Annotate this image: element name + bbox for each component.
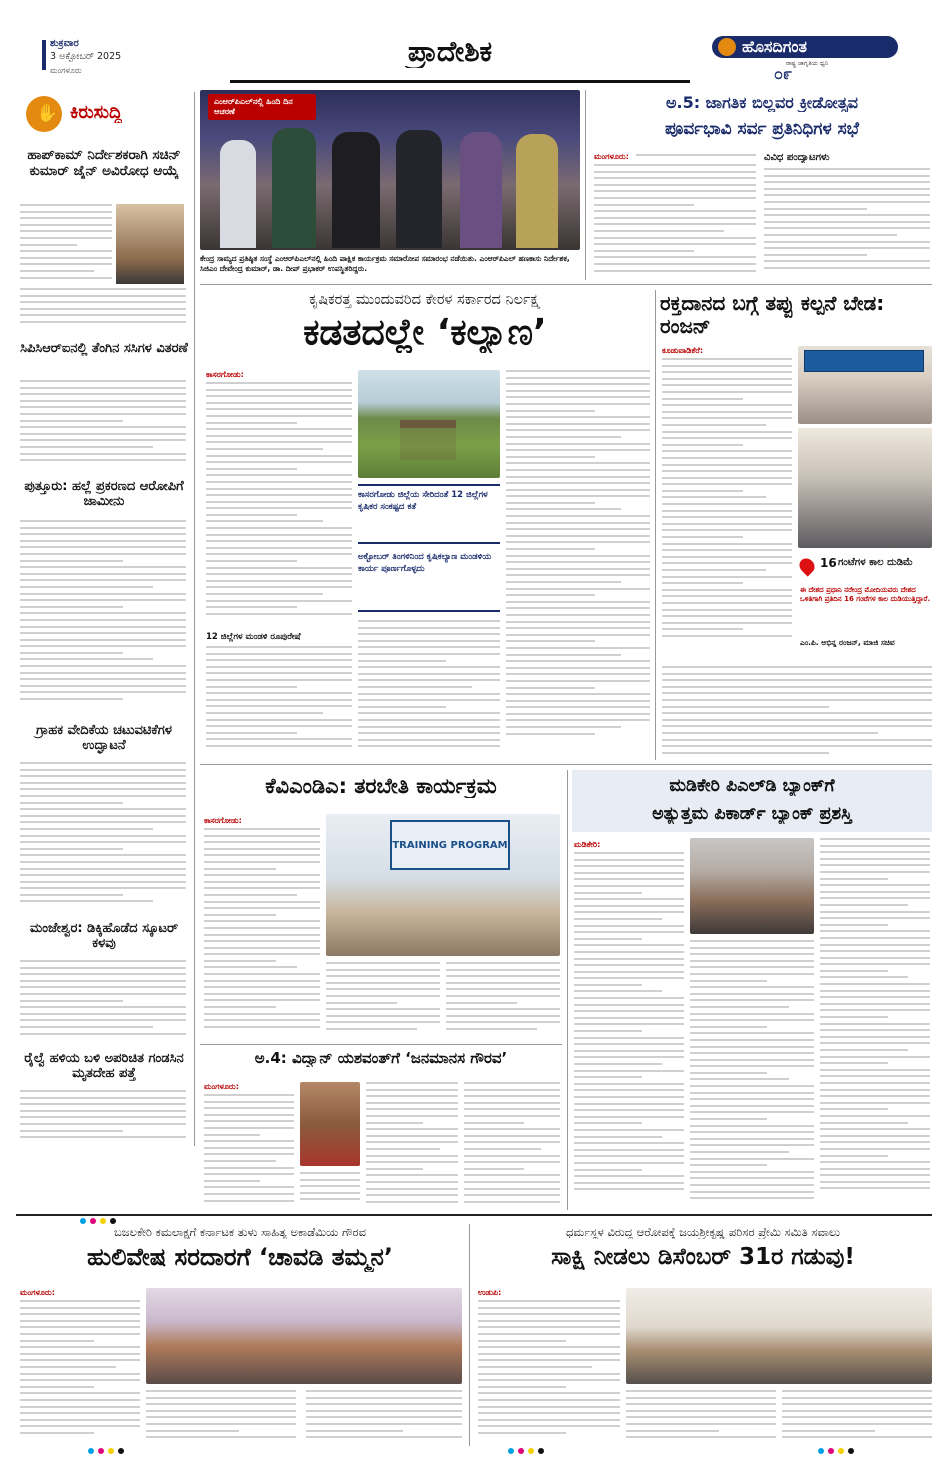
mrpl-caption: ಕೇಂದ್ರ ಸಾಮ್ಯದ ಪ್ರತಿಷ್ಠಿತ ಸಂಸ್ಥೆ ಎಂಆರ್‌ಪಿಎಲ್‌ನಲ್ಲಿ ಹಿಂದಿ ಪಾಕ್ಷಿಕ ಕಾರ್ಯಕ್ರಮ ಸಮಾರೋಪ ಸಮಾರಂಭ ನಡೆಯಿತು. ಎಂಆರ್‌ಪಿಎಲ್ ಹಣಕಾಸು ನಿರ್ದೇಶಕ, ಸಿಜಿಎಂ ದೇವೇಂದ್ರ ಕುಮಾರ್, ಡಾ. ದೀಪ್ ಪ್ರಭಾಕರ್ ಉಪಸ್ಥಿತರಿದ್ದರು.	[200, 254, 570, 273]
dharmasthala-body-2	[626, 1390, 776, 1446]
mrpl-tag	[208, 94, 316, 120]
person-1	[220, 140, 256, 248]
pld-article	[572, 770, 932, 1210]
section-title: ಪ್ರಾದೇಶಿಕ	[407, 36, 493, 68]
mrpl-people	[220, 120, 560, 248]
masthead-city: ಮಂಗಳೂರು	[50, 66, 82, 75]
brand-logo	[712, 32, 898, 82]
pld-dateline: ಮಡಿಕೇರಿ:	[574, 840, 601, 849]
kerala-subhead: 12 ಜಿಲ್ಲೆಗಳ ಮಂಡಳಿ ರೂಪುರೇಷೆ	[206, 632, 301, 642]
brief-body-6	[20, 1090, 186, 1144]
center-rule-low	[567, 770, 568, 1210]
blood-drop-icon	[798, 556, 818, 577]
kerala-dateline: ಕಾಸರಗೋಡು:	[206, 370, 244, 379]
hulivesha-photo	[146, 1288, 462, 1384]
kerala-quote-2	[358, 550, 500, 612]
vidwan-portrait	[300, 1082, 360, 1166]
kvmdia-article	[200, 770, 562, 1042]
kvmdia-body-2	[326, 962, 440, 1040]
brief-body-2	[20, 380, 186, 468]
vidwan-article	[200, 1044, 562, 1212]
brief-title-4: ಗ್ರಾಹಕ ವೇದಿಕೆಯ ಚಟುವಟಿಕೆಗಳ ಉದ್ಘಾಟನೆ	[36, 724, 172, 753]
blood-photo-2	[798, 428, 932, 548]
blood-body-2	[662, 666, 932, 758]
vidwan-body-1	[204, 1094, 294, 1210]
bottom-band-rule	[16, 1214, 932, 1216]
kvmdia-body-3	[446, 962, 560, 1040]
hulivesha-body-1	[20, 1300, 140, 1446]
pld-body-1	[574, 852, 684, 1208]
kerala-body-col1b	[206, 646, 352, 758]
top-band-rule	[200, 284, 932, 285]
blood-article	[660, 290, 932, 760]
kvmdia-banner-text: TRAINING PROGRAM	[392, 840, 508, 851]
pld-headline-2: ಅತ್ಯುತ್ತಮ ಪಿಕಾರ್ಡ್ ಬ್ಯಾಂಕ್ ಪ್ರಶಸ್ತಿ	[652, 804, 852, 824]
brand-tagline: ರಾಷ್ಟ್ರ ಜಾಗೃತಿಯ ಧ್ವನಿ	[786, 60, 829, 67]
kerala-body-col1	[206, 382, 352, 628]
brief-title-1: ಹಾಪ್‌ಕಾಮ್ ನಿರ್ದೇಶಕರಾಗಿ ಸಚಿನ್ ಕುಮಾರ್ ಜೈನ್ ಅವಿರೋಧ ಆಯ್ಕೆ	[27, 148, 181, 179]
center-rule-top	[585, 90, 586, 280]
billavar-title-2: ಪೂರ್ವಭಾವಿ ಸರ್ವ ಪ್ರತಿನಿಧಿಗಳ ಸಭೆ	[665, 120, 859, 139]
kirusuddi-column	[16, 92, 190, 1146]
mrpl-tag-text: ಎಂಆರ್‌ಪಿಎಲ್‌ನಲ್ಲಿ ಹಿಂದಿ ದಿನ ಆಚರಣೆ	[214, 97, 293, 116]
masthead-date: 3 ಅಕ್ಟೋಬರ್ 2025	[50, 51, 122, 62]
page-number: ೦೯	[774, 64, 792, 82]
billavar-subhead: ವಿವಿಧ ಪಂದ್ಯಾಟಗಳು	[764, 152, 830, 163]
dharmasthala-body-3	[782, 1390, 932, 1446]
billavar-article	[592, 92, 932, 282]
person-3	[332, 132, 380, 248]
hulivesha-kicker: ಬಜಲಕೇರಿ ಕಮಲಾಕ್ಷಗೆ ಕರ್ನಾಟಕ ತುಳು ಸಾಹಿತ್ಯ ಅಕಾಡೆಮಿಯ ಗೌರವ	[114, 1226, 366, 1239]
kerala-article	[200, 290, 650, 760]
date-box	[42, 38, 192, 78]
vidwan-rule	[200, 1044, 562, 1045]
pld-body-2	[690, 940, 814, 1208]
brief-body-1	[20, 204, 112, 284]
person-2	[272, 128, 316, 248]
billavar-body-col2	[764, 168, 930, 280]
vidwan-body-3	[366, 1082, 458, 1210]
brief-title-6: ರೈಲ್ವೆ ಹಳಿಯ ಬಳಿ ಅಪರಿಚಿತ ಗಂಡಸಿನ ಮೃತದೇಹ ಪತ್ತೆ	[24, 1052, 184, 1081]
brief-title-5: ಮಂಜೇಶ್ವರ: ಡಿಕ್ಕಿಹೊಡೆದ ಸ್ಕೂಟರ್ ಕಳವು	[29, 922, 179, 951]
vidwan-dateline: ಮಂಗಳೂರು:	[204, 1082, 239, 1091]
brief-body-1b	[20, 288, 186, 330]
brand-name: ಹೊಸದಿಗಂತ	[742, 37, 807, 56]
kerala-quote-2-text: ಅಕ್ಟೋಬರ್ ತಿಂಗಳಿನಿಂದ ಕೃಷಿಕಲ್ಯಾಣ ಮಂಡಳಿಯ ಕಾರ್ಯ ಪೂರ್ಣಗೊಳ್ಳದು	[358, 552, 492, 574]
brief-body-3	[20, 520, 186, 710]
center-rule-mid	[655, 290, 656, 760]
kerala-body-col2	[358, 620, 500, 758]
hulivesha-dateline: ಮಂಗಳೂರು:	[20, 1288, 55, 1297]
brief-title-3: ಪುತ್ತೂರು: ಹಲ್ಲೆ ಪ್ರಕರಣದ ಆರೋಪಿಗೆ ಜಾಮೀನು	[24, 480, 184, 509]
hulivesha-body-3	[306, 1390, 462, 1446]
pld-body-3	[820, 838, 930, 1208]
dharmasthala-headline: ಸಾಕ್ಷಿ ನೀಡಲು ಡಿಸೆಂಬರ್ 31ರ ಗಡುವು!	[551, 1244, 855, 1270]
kirusuddi-header	[26, 96, 186, 136]
hulivesha-article	[16, 1224, 464, 1446]
vidwan-headline: ಅ.4: ವಿದ್ವಾನ್ ಯಶವಂತ್‌ಗೆ ‘ಜನಮಾನಸ ಗೌರವ’	[254, 1050, 508, 1067]
kirusuddi-label: ಕಿರುಸುದ್ದಿ	[70, 102, 123, 123]
mrpl-photo-block	[200, 90, 580, 282]
kerala-quote-1	[358, 484, 500, 544]
dharmasthala-body-1	[478, 1300, 620, 1446]
person-5	[460, 132, 502, 248]
billavar-body-col1	[636, 154, 756, 162]
blood-badge-text: ಈ ದೇಶದ ಪ್ರಧಾನಿ ನರೇಂದ್ರ ಮೋದಿಯವರು ದೇಶದ ಒಳಿತಿಗಾಗಿ ಪ್ರತಿದಿನ 16 ಗಂಟೆಗಳ ಕಾಲ ದುಡಿಯುತ್ತಿದ್ದಾರೆ.	[800, 586, 931, 603]
bottom-center-rule	[469, 1224, 470, 1446]
billavar-title-1: ಅ.5: ಜಾಗತಿಕ ಬಿಲ್ಲವರ ಕ್ರೀಡೋತ್ಸವ	[665, 94, 859, 112]
dharmasthala-photo	[626, 1288, 932, 1384]
masthead-day: ಶುಕ್ರವಾರ	[50, 38, 79, 49]
brief-title-2: ಸಿಪಿಸಿಆರ್‌ಐನಲ್ಲಿ ತೆಂಗಿನ ಸಸಿಗಳ ವಿತರಣೆ	[20, 342, 188, 356]
blood-badge-title: ಗಂಟೆಗಳ ಕಾಲ ದುಡಿಮೆ	[838, 557, 913, 568]
dharmasthala-dateline: ಉಡುಪಿ:	[478, 1288, 502, 1297]
person-4	[396, 130, 442, 248]
blood-badge	[798, 556, 932, 660]
masthead	[0, 0, 945, 90]
vidwan-body-4	[464, 1082, 560, 1210]
kerala-kicker: ಕೃಷಿಕರತ್ತ ಮುಂದುವರಿದ ಕೇರಳ ಸರ್ಕಾರದ ನಿರ್ಲಕ್ಷ್ಯ	[309, 292, 541, 308]
kerala-quote-1-text: ಕಾಸರಗೋಡು ಜಿಲ್ಲೆಯ ಸೇರಿದಂತೆ 12 ಜಿಲ್ಲೆಗಳ ಕೃಷಿಕರ ಸಂಕಷ್ಟದ ಕತೆ	[358, 490, 488, 512]
blood-headline: ರಕ್ತದಾನದ ಬಗ್ಗೆ ತಪ್ಪು ಕಲ್ಪನೆ ಬೇಡ: ರಂಜನ್	[660, 292, 885, 338]
section-rule	[230, 80, 690, 83]
hand-icon-glyph: ✋	[36, 103, 59, 124]
brief-portrait-1	[116, 204, 184, 284]
kvmdia-dateline: ಕಾಸರಗೋಡು:	[204, 816, 242, 825]
kerala-headline: ಕಡತದಲ್ಲೇ ‘ಕಲ್ಯಾಣ’	[303, 312, 547, 353]
blood-badge-sign: ಎಂ.ಪಿ. ಅಭಿನ್ನ ರಂಜನ್, ಮಾಜಿ ಸಚಿವ	[800, 638, 895, 647]
billavar-body-col1b	[594, 164, 756, 280]
person-6	[516, 134, 558, 248]
left-column-rule	[194, 92, 195, 1146]
brief-body-5	[20, 960, 186, 1044]
dharmasthala-article	[474, 1224, 932, 1446]
cmyk-marks-bottom	[88, 1448, 858, 1456]
vidwan-body-2	[300, 1172, 360, 1210]
kvmdia-headline: ಕೆವಿಎಂಡಿಎ: ತರಬೇತಿ ಕಾರ್ಯಕ್ರಮ	[265, 774, 497, 798]
kerala-body-col3	[506, 370, 650, 758]
blood-dateline: ಕೂಡುವಾಡಿಕೆರೆ:	[662, 346, 704, 355]
hulivesha-headline: ಹುಲಿವೇಷ ಸರದಾರಗೆ ‘ಚಾವಡಿ ತಮ್ಮನ’	[86, 1244, 394, 1271]
blood-badge-num: 16	[820, 556, 837, 570]
lamp-icon	[718, 38, 736, 56]
blood-banner	[804, 350, 924, 372]
kerala-hut	[400, 420, 456, 460]
kvmdia-body-1	[204, 828, 320, 1040]
blood-body-1	[662, 358, 792, 654]
hulivesha-body-2	[146, 1390, 296, 1446]
pld-photo	[690, 838, 814, 934]
dharmasthala-kicker: ಧರ್ಮಸ್ಥಳ ವಿರುದ್ಧ ಆರೋಪಕ್ಕೆ ಜಯಶ್ರೀಕೃಷ್ಣ ಪರಿಸರ ಪ್ರೇಮಿ ಸಮಿತಿ ಸವಾಲು	[565, 1226, 841, 1239]
brief-body-4	[20, 762, 186, 912]
date-marker	[42, 40, 46, 70]
kvmdia-banner	[390, 820, 510, 870]
pld-headline-1: ಮಡಿಕೇರಿ ಪಿಎಲ್‌ಡಿ ಬ್ಯಾಂಕ್‌ಗೆ	[669, 776, 835, 796]
billavar-dateline: ಮಂಗಳೂರು:	[594, 152, 629, 161]
mid-band-rule	[200, 764, 932, 765]
